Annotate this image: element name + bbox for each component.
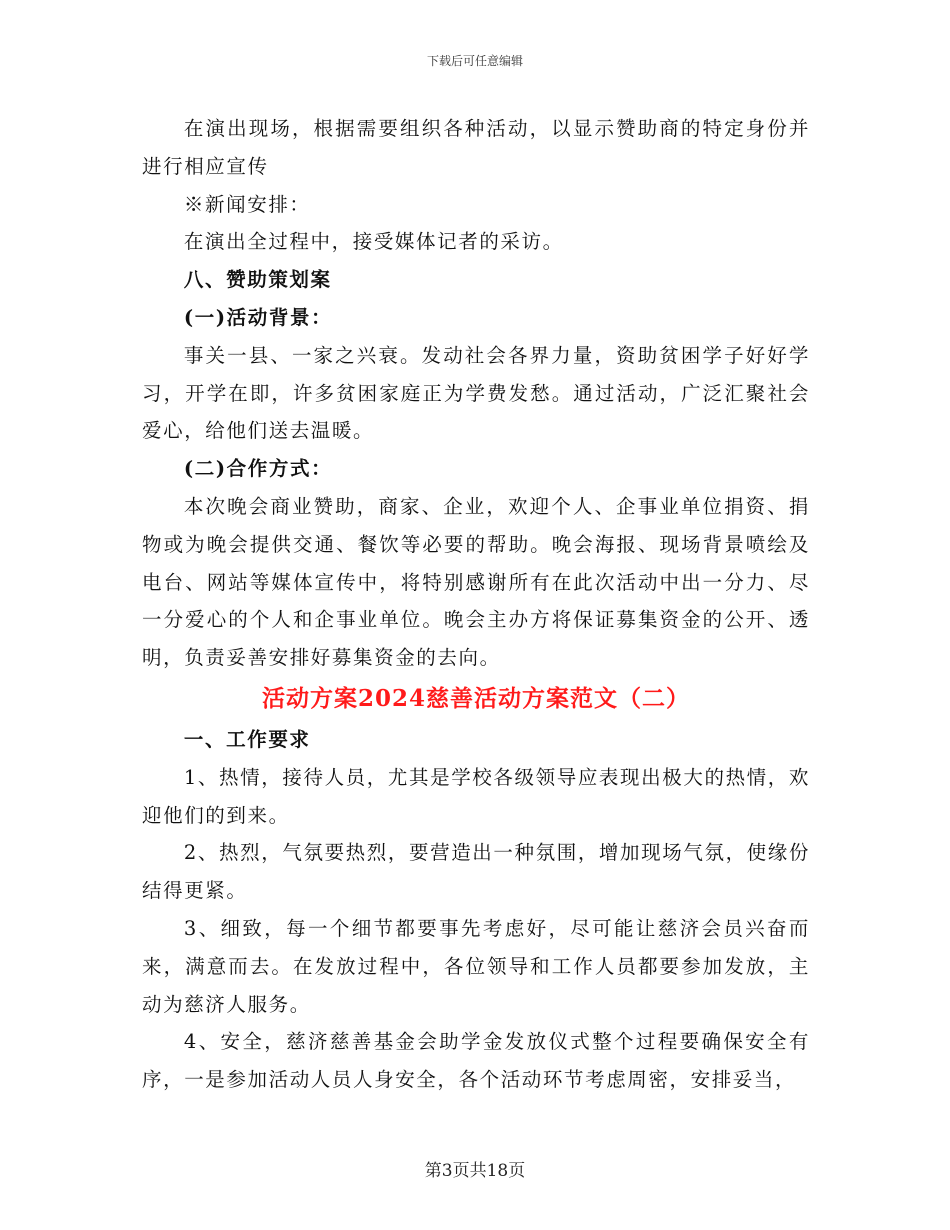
news-arrangement-label: ※新闻安排：: [183, 192, 311, 216]
paragraph-cooperation: 本次晚会商业赞助，商家、企业，欢迎个人、企事业单位捐资、捐物或为晚会提供交通、餐饮等必要的帮助。晚会海报、现场背景喷绘及电台、网站等媒体宣传中，将特别感谢所有在此次活动中出一分力、尽一分爱心的个人和企事业单位。晚会主办方将保证募集资金的公开、透明，负责妥善安排好募集资金的去向。: [142, 494, 810, 670]
paragraph-sponsor-activities: 在演出现场，根据需要组织各种活动，以显示赞助商的特定身份并进行相应宣传: [142, 117, 810, 178]
page-footer: 第3页共18页: [424, 1161, 526, 1181]
subheading-background: (一)活动背景：: [183, 305, 333, 329]
list-item-safety: 4、安全，慈济慈善基金会助学金发放仪式整个过程要确保安全有序，一是参加活动人员人身安全，各个活动环节考虑周密，安排妥当，: [142, 1030, 810, 1092]
section-heading-sponsorship: 八、赞助策划案: [183, 268, 332, 292]
document-body: [142, 110, 810, 1099]
paragraph-media-interview: 在演出全过程中，接受媒体记者的采访。: [183, 230, 564, 254]
section-heading-work-requirements: 一、工作要求: [183, 727, 311, 751]
list-item-lively: 2、热烈，气氛要热烈，要营造出一种氛围，增加现场气氛，使缘份结得更紧。: [142, 841, 810, 903]
paragraph-background: 事关一县、一家之兴衰。发动社会各界力量，资助贫困学子好好学习，开学在即，许多贫困家庭正为学费发愁。通过活动，广泛汇聚社会爱心，给他们送去温暖。: [142, 343, 810, 443]
subheading-cooperation: (二)合作方式：: [183, 457, 333, 481]
page-header: 下载后可任意编辑: [426, 54, 523, 68]
list-item-warmth: 1、热情，接待人员，尤其是学校各级领导应表现出极大的热情，欢迎他们的到来。: [142, 765, 810, 827]
list-item-detail: 3、细致，每一个细节都要事先考虑好，尽可能让慈济会员兴奋而来，满意而去。在发放过程中，各位领导和工作人员都要参加发放，主动为慈济人服务。: [142, 916, 810, 1016]
document-title: 活动方案2024慈善活动方案范文（二）: [261, 684, 690, 712]
